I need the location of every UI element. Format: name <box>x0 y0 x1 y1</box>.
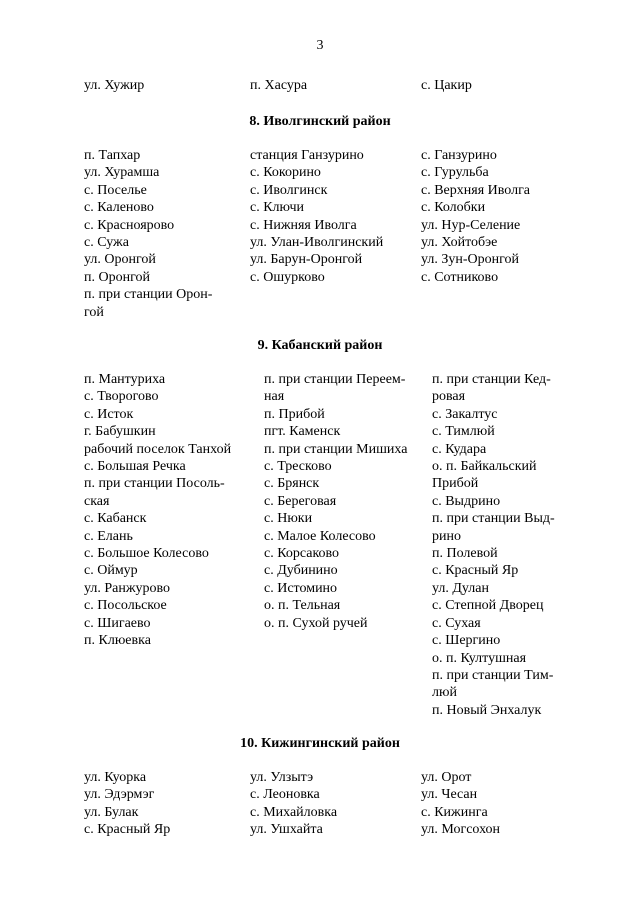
list-item: о. п. Сухой ручей <box>264 615 368 631</box>
list-item: с. Кудара <box>432 441 487 457</box>
list-item: пгт. Каменск <box>264 424 341 440</box>
list-item: с. Верхняя Иволга <box>421 182 531 198</box>
list-item: с. Ошурково <box>250 269 325 285</box>
list-item: с. Елань <box>84 528 133 544</box>
list-item: ул. Барун-Оронгой <box>250 252 363 268</box>
list-item: г. Бабушкин <box>84 424 156 440</box>
list-item: с. Посольское <box>84 598 167 614</box>
section-column-2 <box>250 769 421 839</box>
list-item: ул. Орот <box>421 770 472 785</box>
list-item: с. Большое Колесово <box>84 546 209 562</box>
list-item: рино <box>432 528 461 544</box>
list-item: с. Истомино <box>264 580 338 596</box>
list-item: ул. Куорка <box>84 770 147 785</box>
list-item: станция Ганзурино <box>250 148 364 163</box>
list-item: с. Цакир <box>421 78 472 93</box>
list-item: ул. Улан-Иволгинский <box>250 235 384 251</box>
list-item: с. Леоновка <box>250 787 320 803</box>
list-item: с. Тимлюй <box>432 424 495 440</box>
list-item: п. Оронгой <box>84 269 150 285</box>
list-item: ул. Улзытэ <box>250 770 314 785</box>
list-item: ул. Оронгой <box>84 252 156 268</box>
list-item: рабочий поселок Танхой <box>84 441 232 457</box>
list-item: с. Кокорино <box>250 165 321 181</box>
list-item: ул. Эдэрмэг <box>84 787 155 803</box>
list-item: с. Ключи <box>250 200 304 216</box>
list-item: с. Брянск <box>264 476 320 492</box>
list-item: п. Полевой <box>432 546 498 562</box>
list-item: о. п. Байкальский <box>432 459 537 475</box>
section-column-2 <box>264 371 432 719</box>
section-column-3 <box>421 769 500 839</box>
top-row-col-3 <box>421 77 472 94</box>
list-item: с. Нюки <box>264 511 313 527</box>
list-item: ул. Ушхайта <box>250 822 323 838</box>
section-column-1 <box>84 769 250 839</box>
list-item: гой <box>84 304 104 320</box>
list-item: ул. Ранжурово <box>84 580 171 596</box>
list-item: с. Гурульба <box>421 165 489 181</box>
list-item: с. Исток <box>84 406 134 422</box>
list-item: с. Ганзурино <box>421 148 497 163</box>
section-column-1 <box>84 371 264 719</box>
top-row <box>0 77 640 94</box>
list-item: ская <box>84 493 110 509</box>
list-item: п. при станции Переем- <box>264 372 406 387</box>
list-item: с. Иволгинск <box>250 182 328 198</box>
list-item: с. Большая Речка <box>84 459 186 475</box>
list-item: с. Кижинга <box>421 804 488 820</box>
list-item: с. Тресково <box>264 459 332 475</box>
list-item: ул. Булак <box>84 804 139 820</box>
list-item: с. Красноярово <box>84 217 175 233</box>
list-item: п. при станции Кед- <box>432 372 551 387</box>
list-item: с. Поселье <box>84 182 147 198</box>
list-item: с. Кабанск <box>84 511 147 527</box>
list-item: п. Новый Энхалук <box>432 702 542 718</box>
list-item: с. Сухая <box>432 615 481 631</box>
list-item: с. Нижняя Иволга <box>250 217 357 233</box>
list-item: ровая <box>432 389 466 405</box>
list-item: с. Колобки <box>421 200 486 216</box>
list-item: п. при станции Выд- <box>432 511 555 527</box>
list-item: ул. Хужир <box>84 78 145 93</box>
list-item: с. Творогово <box>84 389 159 405</box>
list-item: с. Шергино <box>432 633 501 649</box>
section-column-2 <box>250 147 421 321</box>
top-row-col-2 <box>250 77 421 94</box>
list-item: ул. Дулан <box>432 580 489 596</box>
list-item: с. Береговая <box>264 493 337 509</box>
section-heading-kizhinginsky: 10. Кижингинский район <box>240 736 400 751</box>
list-item: ул. Зун-Оронгой <box>421 252 520 268</box>
list-item: п. Хасура <box>250 78 308 93</box>
list-item: с. Сужа <box>84 235 129 251</box>
list-item: п. Клюевка <box>84 633 151 649</box>
list-item: с. Красный Яр <box>432 563 519 579</box>
list-item: с. Оймур <box>84 563 138 579</box>
section-ivolginsky-list <box>0 147 640 321</box>
list-item: п. при станции Мишиха <box>264 441 408 457</box>
list-item: Прибой <box>432 476 479 492</box>
section-column-3 <box>421 147 530 321</box>
list-item: с. Малое Колесово <box>264 528 376 544</box>
list-item: с. Дубинино <box>264 563 338 579</box>
page-number: 3 <box>316 38 324 53</box>
list-item: п. Прибой <box>264 406 325 422</box>
list-item: ул. Хурамша <box>84 165 160 181</box>
list-item: с. Корсаково <box>264 546 340 562</box>
section-kizhinginsky-list <box>0 769 640 839</box>
list-item: ул. Чесан <box>421 787 478 803</box>
list-item: с. Степной Дворец <box>432 598 544 614</box>
list-item: ул. Могсохон <box>421 822 501 838</box>
list-item: о. п. Култушная <box>432 650 527 666</box>
list-item: ул. Хойтобэе <box>421 235 498 251</box>
list-item: п. при станции Орон- <box>84 287 213 303</box>
list-item: ная <box>264 389 285 405</box>
list-item: с. Выдрино <box>432 493 501 509</box>
list-item: п. Тапхар <box>84 148 141 163</box>
section-heading-kabansky: 9. Кабанский район <box>257 338 383 353</box>
top-row-col-1 <box>84 77 250 94</box>
list-item: с. Шигаево <box>84 615 151 631</box>
list-item: с. Сотниково <box>421 269 499 285</box>
list-item: с. Закалтус <box>432 406 498 422</box>
section-kabansky-list <box>0 371 640 719</box>
list-item: п. при станции Посоль- <box>84 476 225 492</box>
list-item: о. п. Тельная <box>264 598 341 614</box>
list-item: п. Мантуриха <box>84 372 166 387</box>
section-column-1 <box>84 147 250 321</box>
list-item: ул. Нур-Селение <box>421 217 521 233</box>
list-item: с. Каленово <box>84 200 154 216</box>
section-column-3 <box>432 371 555 719</box>
list-item: с. Михайловка <box>250 804 338 820</box>
list-item: с. Красный Яр <box>84 822 171 838</box>
list-item: п. при станции Тим- <box>432 667 554 683</box>
section-heading-ivolginsky: 8. Иволгинский район <box>249 114 391 129</box>
list-item: люй <box>432 685 457 701</box>
